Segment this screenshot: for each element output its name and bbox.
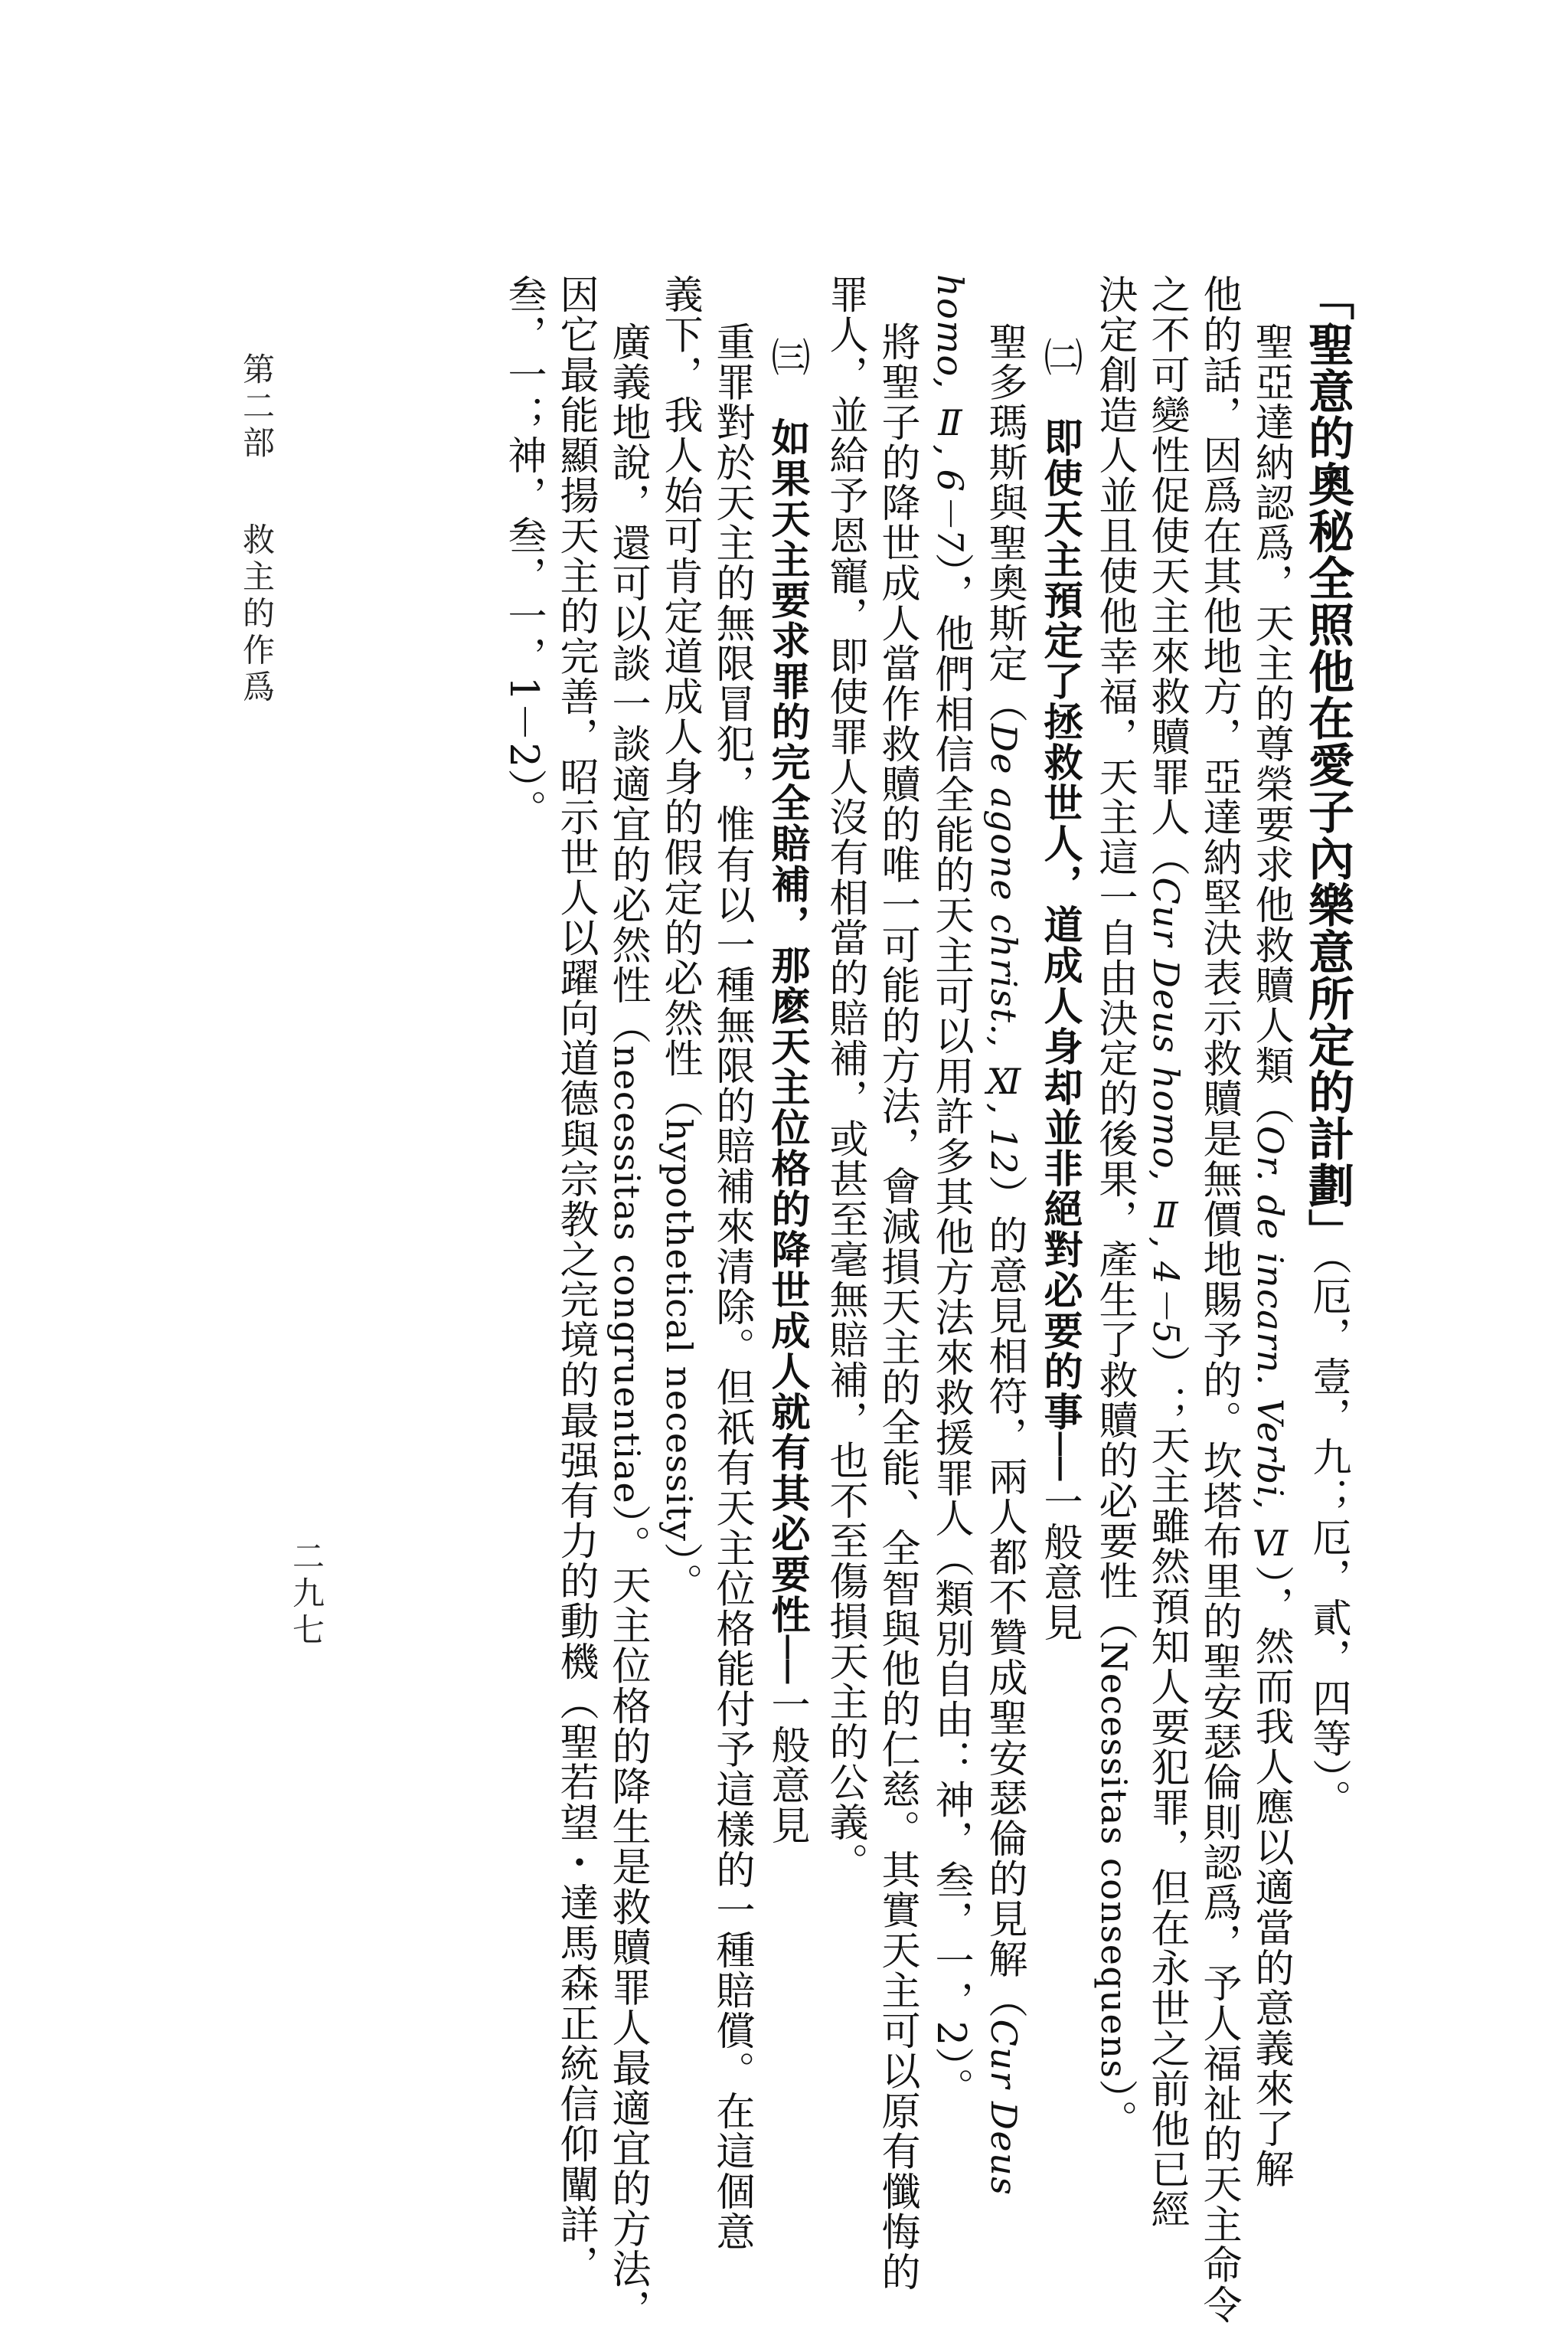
text-column	[553, 274, 598, 2285]
text-run: hypothetical necessity	[658, 1118, 700, 1542]
text-run: 聖亞達納認爲，天主的尊榮要求他救贖人類（	[1248, 322, 1293, 1126]
text-column	[657, 274, 702, 1604]
text-run: （厄，壹，九；厄，貳，四等）。	[1305, 1255, 1351, 1820]
text-run: Cur Deus homo, Ⅱ, 4－5	[1145, 877, 1187, 1346]
text-column	[874, 322, 920, 2292]
running-head-part: 第二部	[238, 352, 276, 463]
text-column	[982, 322, 1027, 2197]
section-heading: 即使天主預定了拯救世人，道成人身却並非絕對必要的事	[1037, 417, 1082, 1432]
text-run: 重罪對於天主的無限冒犯，惟有以一種無限的賠補來清除。但祇有天主位格能付予這樣的一種賠償。在這個意	[709, 322, 754, 2252]
text-run: ）。	[1092, 2079, 1137, 2140]
text-run: 將聖子的降世成人當作救贖的唯一可能的方法，會減損天主的全能、全智與他的仁慈。其實天主可以原有懺悔的	[874, 322, 920, 2292]
text-run: ）。	[657, 1542, 702, 1604]
section-heading: 如果天主要求罪的完全賠補，那麽天主位格的降世成人就有其必要性	[764, 417, 809, 1635]
text-run: 聖多瑪斯與聖奧斯定（	[982, 322, 1027, 724]
text-run: ）。天主位格的降生是救贖罪人最適宜的方法，	[605, 1504, 650, 2329]
text-column	[501, 274, 546, 829]
text-column	[1092, 274, 1137, 2140]
text-column	[605, 322, 650, 2329]
text-run: ──一般意見	[1037, 1432, 1082, 1643]
text-run: ），然而我人應以適當的意義來了解	[1248, 1565, 1293, 2190]
text-run: Cur Deus	[983, 2019, 1024, 2197]
text-column	[1248, 322, 1293, 2190]
page-number: 二九七	[288, 1539, 325, 1650]
text-run: 廣義地說，還可以談一談適宜的必然性（	[605, 322, 650, 1045]
text-run: ）；天主雖然預知人要犯罪，但在永世之前他已經	[1144, 1345, 1189, 2230]
text-run: necessitas congruentiae	[606, 1045, 648, 1505]
text-run: ），他們相信全能的天主可以用許多其他方法來救援罪人（類別自由：神，叁，一，2）。	[928, 552, 973, 2108]
text-run: homo, Ⅱ, 6－7	[929, 274, 971, 553]
text-column	[1301, 274, 1354, 1820]
text-run: ㈡	[1037, 337, 1082, 417]
text-run: Or. de incarn. Verbi, Ⅵ	[1250, 1126, 1291, 1565]
text-column	[764, 337, 809, 1846]
text-run: De agone christ., Ⅺ, 12	[983, 724, 1024, 1176]
text-column	[1144, 274, 1189, 2230]
section-heading: 「聖意的奧秘全照他在愛子內樂意所定的計劃」	[1301, 274, 1354, 1255]
text-run: ──一般意見	[764, 1635, 809, 1846]
text-run: ）的意見相符，兩人都不贊成聖安瑟倫的見解（	[982, 1175, 1027, 2020]
text-run: 決定創造人並且使他幸福，天主這一自由決定的後果，產生了救贖的必要性（	[1092, 274, 1137, 1641]
text-column	[1037, 337, 1082, 1643]
text-run: 義下，我人始可肯定道成人身的假定的必然性（	[657, 274, 702, 1119]
text-column	[1196, 274, 1241, 2325]
text-run: 他的話，因爲在其他地方，亞達納堅決表示救贖是無價地賜予的。坎塔布里的聖安瑟倫則認爲，予人福祉的天主命令	[1196, 274, 1241, 2325]
text-run: 罪人，並給予恩寵，即使罪人沒有相當的賠補，或甚至毫無賠補，也不至傷損天主的公義。	[822, 274, 867, 1882]
text-run: Necessitas consequens	[1093, 1641, 1135, 2079]
text-column	[709, 322, 754, 2252]
text-column	[928, 274, 973, 2108]
text-run: 因它最能顯揚天主的完善，昭示世人以躍向道德與宗教之完境的最强有力的動機（聖若望・達馬森正統信仰闡詳，	[553, 274, 598, 2285]
running-head-title: 救主的作爲	[238, 522, 276, 707]
text-run: ㈢	[764, 337, 809, 417]
running-head	[234, 352, 279, 707]
text-column	[822, 274, 867, 1882]
text-run: 叁，一；神，叁，一，1－2）。	[501, 274, 546, 829]
text-run: 之不可變性促使天主來救贖罪人（	[1144, 274, 1189, 878]
